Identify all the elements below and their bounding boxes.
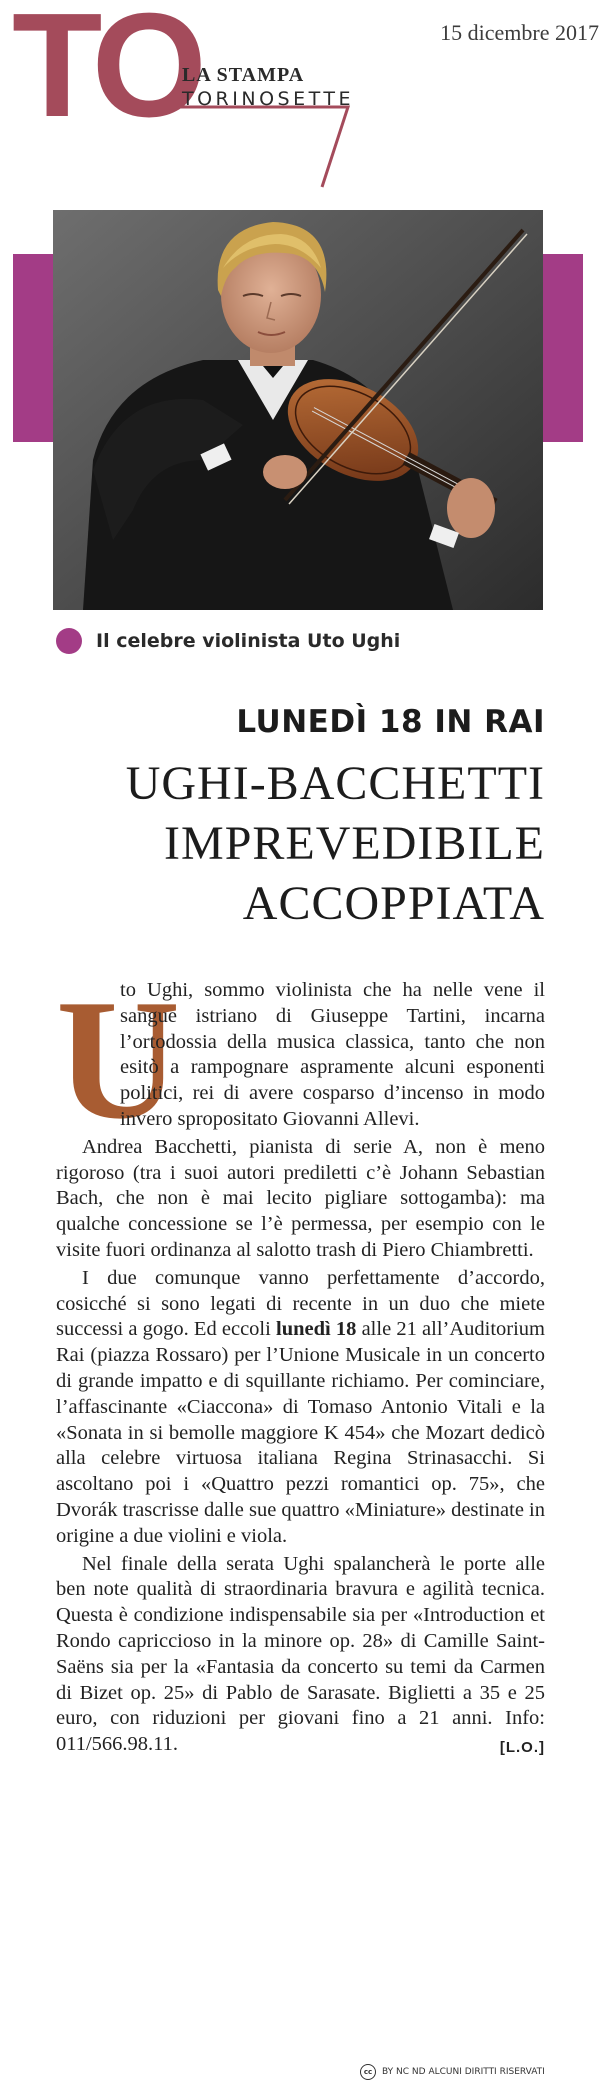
to-logo: TO	[12, 0, 199, 148]
license-text: BY NC ND ALCUNI DIRITTI RISERVATI	[382, 2067, 545, 2077]
paragraph-3-start: I due comunque vanno perfettamente d’accordo, cosicché si sono legati di recente in un duo che miete successi a gogo. Ed eccoli	[56, 1266, 545, 1341]
publication-date: 15 dicembre 2017	[440, 20, 599, 45]
license-notice	[360, 2064, 546, 2080]
paragraph-4	[56, 1552, 545, 1758]
drop-cap: U	[56, 965, 181, 1155]
article-body	[56, 978, 545, 1761]
creative-commons-icon: cc	[360, 2064, 376, 2080]
paragraph-2: Andrea Bacchetti, pianista di serie A, non è meno rigoroso (tra i suoi autori prediletti c’è Johann Sebastian Bach, che non è mai lecito pigliare sottogamba): ma qualche concessione se l’è permessa, per esempio con le visite fuori ordinanza al salotto trash di Piero Chiambretti.	[56, 1135, 545, 1261]
headline-line-1: UGHI-BACCHETTI	[125, 757, 545, 810]
logo-seven-stroke	[170, 103, 352, 189]
paragraph-3-end: alle 21 all’Auditorium Rai (piazza Rossaro) per l’Unione Musicale in un concerto di grande impatto e di squillante richiamo. Per cominciare, l’affascinante «Ciaccona» di Tomaso Antonio Vitali e la «Sonata in si bemolle maggiore K 454» che Mozart dedicò alla celebre virtuosa italiana Regina Strinasacchi. Si ascoltano poi i «Quattro pezzi romantici op. 75», che Dvorák trascrisse dalle sue quattro «Miniature» destinate in origine a due violini e viola.	[56, 1318, 546, 1547]
author-signature: [L.O.]	[499, 1739, 545, 1757]
paragraph-3-date: lunedì 18	[276, 1318, 357, 1341]
photo-accent-left	[13, 254, 55, 442]
headline-line-2: IMPREVEDIBILE	[164, 817, 545, 870]
caption-bullet-icon	[56, 628, 82, 654]
photo-accent-right	[541, 254, 583, 442]
caption-text: Il celebre violinista Uto Ughi	[96, 630, 401, 652]
paragraph-3	[56, 1266, 545, 1550]
masthead	[12, 0, 600, 186]
paragraph-4-text: Nel finale della serata Ughi spalancherà le porte alle ben note qualità di straordinaria bravura e agilità tecnica. Questa è condizione indispensabile sia per «Introduction et Rondo capriccioso in la minore op. 28» di Camille Saint-Saëns sia per la «Fantasia da concerto su temi da Carmen di Bizet op. 25» di Pablo de Sarasate. Biglietti a 35 e 25 euro, con riduzioni per giovani fino a 21 anni. Info: 011/566.98.11.	[56, 1552, 545, 1756]
article-kicker: LUNEDÌ 18 IN RAI	[236, 704, 545, 740]
article-headline	[56, 754, 545, 934]
brand-torinosette: TORINOSETTE	[182, 88, 354, 110]
headline-line-3: ACCOPPIATA	[242, 877, 545, 930]
brand-la-stampa: LA STAMPA	[182, 64, 305, 86]
photo-caption	[56, 626, 400, 656]
violinist-photo	[53, 210, 543, 610]
paragraph-1	[56, 978, 545, 1133]
paragraph-1-text: to Ughi, sommo violinista che ha nelle vene il sangue istriano di Giuseppe Tartini, incarna l’ortodossia della musica classica, tanto che non esitò a rampognare aspramente alcuni esponenti politici, rei di avere cosparso d’incenso in modo invero spropositato Giovanni Allevi.	[120, 979, 545, 1130]
